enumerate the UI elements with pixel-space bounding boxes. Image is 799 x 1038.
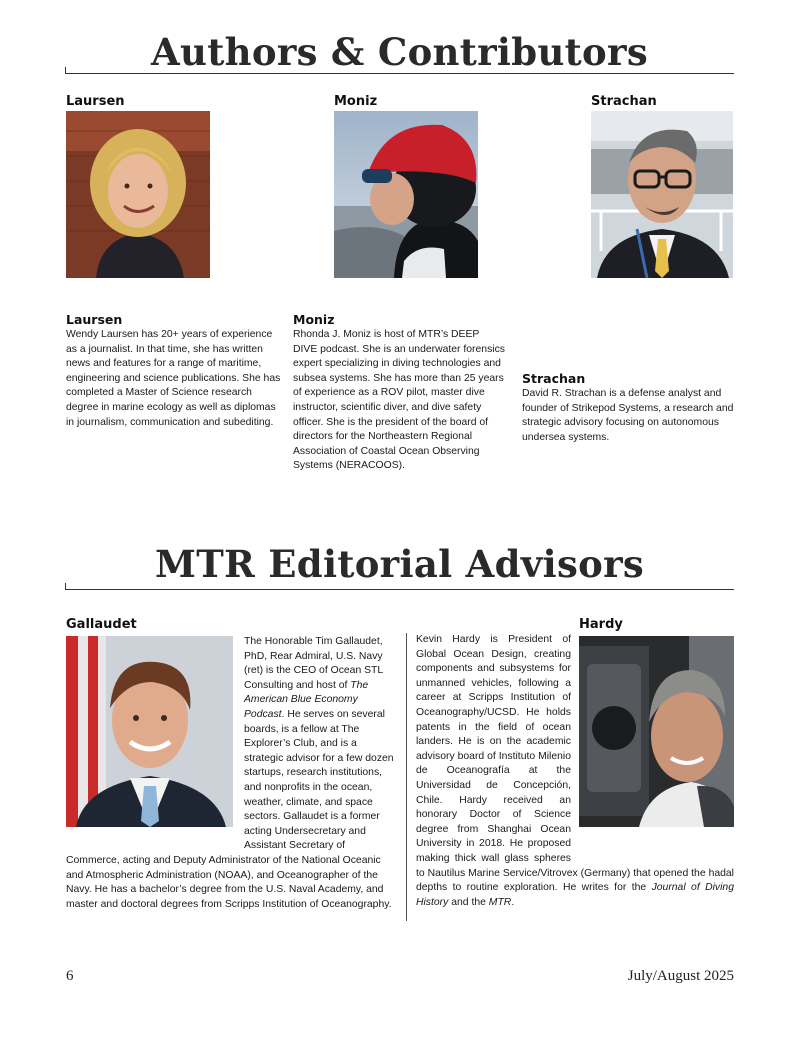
strachan-bio-text: David R. Strachan is a defense analyst and founder of Strikepod Systems, a research and strategic advisory focusing on autonomous undersea systems.: [522, 388, 734, 443]
moniz-bio-name: Moniz: [293, 312, 335, 327]
strachan-bio-block: [522, 312, 734, 445]
advisors-column-divider: [406, 633, 407, 921]
advisors-title-rule: [65, 589, 734, 590]
gallaudet-photo-spacer: [66, 635, 244, 847]
hardy-bio-part2: and the: [448, 896, 489, 908]
moniz-photo: [334, 111, 478, 278]
moniz-bio-block: [293, 312, 506, 472]
hardy-bio-part3: .: [511, 896, 515, 908]
hardy-journal-title: Journal of Diving History: [416, 882, 734, 908]
hardy-photo-spacer: [571, 633, 734, 865]
laursen-bio-name: Laursen: [66, 312, 123, 327]
gallaudet-bio-block: [66, 635, 396, 912]
strachan-bio-name: Strachan: [522, 371, 586, 386]
authors-section-title: Authors & Contributors: [151, 30, 648, 74]
gallaudet-bio-part1: The Honorable Tim Gallaudet, PhD, Rear Admiral, U.S. Navy (ret) is the CEO of Ocean STL Consulting and host of: [244, 636, 383, 691]
photo-label-laursen: Laursen: [66, 94, 125, 109]
gallaudet-podcast-title: The American Blue Economy Podcast: [244, 679, 369, 720]
advisors-rule-tick: [65, 583, 66, 589]
moniz-bio-continuation-space: [522, 312, 734, 367]
hardy-bio-block: [416, 633, 734, 910]
moniz-bio-text: Rhonda J. Moniz is host of MTR’s DEEP DIVE podcast. She is an underwater forensics expert specializing in diving technologies and subsea systems. She has more than 25 years of experience as a ROV pilot, master dive instructor, scientific diver, and dive safety officer. She is the president of the board of directors for the Northeastern Regional Association of Coastal Ocean Observing Systems (NERACOOS).: [293, 329, 505, 472]
hardy-magazine-title: MTR: [488, 896, 512, 908]
laursen-bio-text: Wendy Laursen has 20+ years of experience as a journalist. In that time, she has written news and features for a range of maritime, engineering and science publications. She has completed a Master of Science research degree in marine ecology as well as diplomas in journalism, communication and subediting.: [66, 329, 281, 428]
hardy-label: Hardy: [579, 617, 623, 632]
laursen-photo: [66, 111, 210, 278]
advisors-section-title: MTR Editorial Advisors: [154, 542, 645, 586]
gallaudet-bio-part2: . He serves on several boards, is a fellow at The Explorer’s Club, and is a strategic advisor for a few dozen startups, research institutions, and nonprofits in the ocean, weather, climate, and space sectors. Gallaudet is a former acting Undersecretary and Assistant Secretary of Commerce, acting and Deputy Administrator of the National Oceanic and Atmospheric Administration (NOAA), and Oceanographer of the Navy. He has a bachelor’s degree from the U.S. Naval Academy, and master and doctoral degrees from Scripps Institution of Oceanography.: [66, 708, 394, 910]
authors-rule-tick: [65, 67, 66, 73]
strachan-photo: [591, 111, 733, 278]
issue-date: July/August 2025: [627, 968, 734, 984]
photo-label-moniz: Moniz: [334, 94, 378, 109]
laursen-bio-block: [66, 312, 281, 430]
gallaudet-label: Gallaudet: [66, 617, 137, 632]
page-number: 6: [66, 968, 74, 984]
authors-title-rule: [65, 73, 734, 74]
photo-label-strachan: Strachan: [591, 94, 657, 109]
hardy-bio-part1: Kevin Hardy is President of Global Ocean Design, creating components and subsystems for unmanned vehicles, following a career at Scripps Institution of Oceanography/UCSD. He holds patents in the field of ocean landers. He is on the academic advisory board of Instituto Milenio de Oceanografía at the Universidad de Concepción, Chile. Hardy received an honorary Doctor of Science degree from Shanghai Ocean University in 2018. He proposed making thick wall glass spheres to Nautilus Marine Service/Vitrovex (Germany) that opened the hadal depths to routine exploration. He writes for the: [416, 634, 734, 894]
